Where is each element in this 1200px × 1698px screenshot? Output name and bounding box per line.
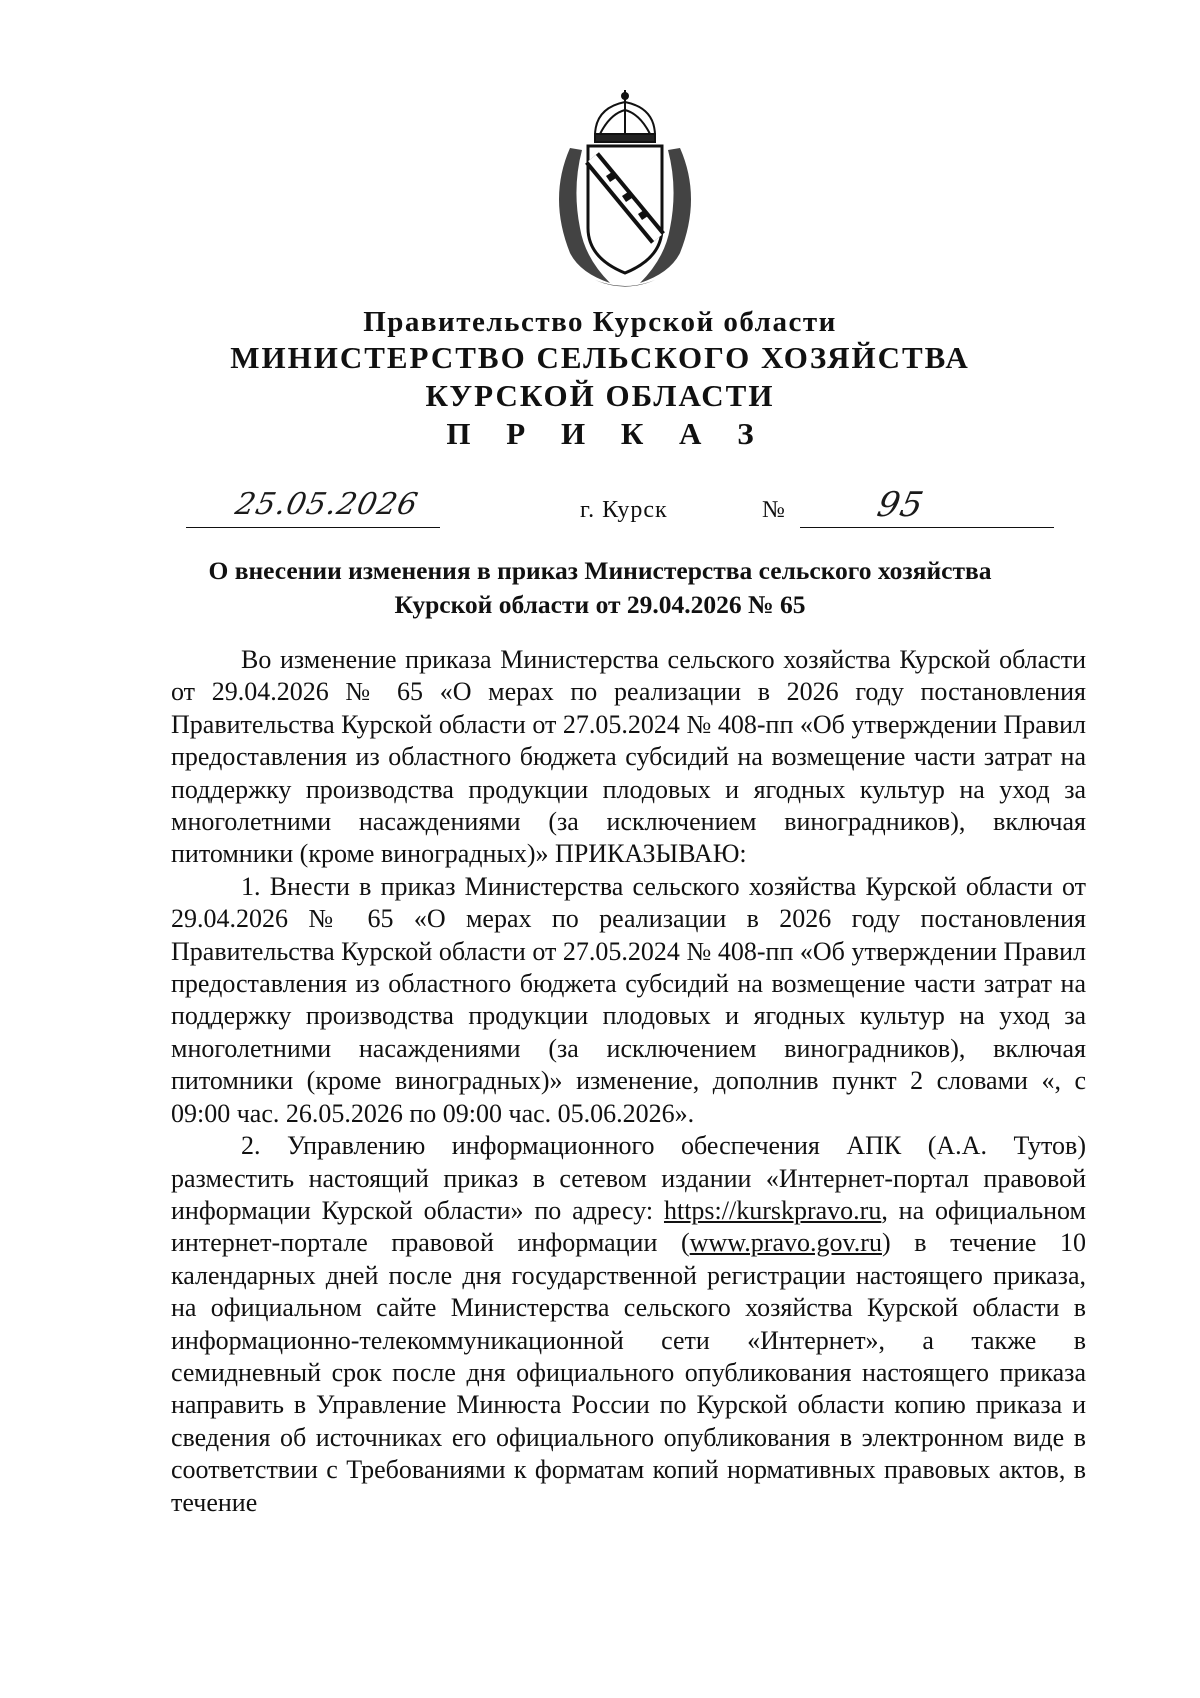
number-field	[800, 485, 1054, 528]
item-2-text-part3: ) в течение 10 календарных дней после дня государственной регистрации настоящего приказа, на официальном сайте Министерства сельского хозяйства Курской области в информационно-телекоммуникационной сети «Интернет», а также в семидневный срок после дня официального опубликования настоящего приказа направить в Управление Минюста России по Курской области копию приказа и сведения об источниках его официального опубликования в электронном виде в соответствии с Требованиями к форматам копий нормативных правовых актов, в течение	[171, 1228, 1086, 1517]
item-2-text-part2: , на официальном интернет-портале правовой информации (	[171, 1195, 1087, 1258]
ministry-name-line1: МИНИСТЕРСТВО СЕЛЬСКОГО ХОЗЯЙСТВА	[230, 340, 970, 375]
preamble-paragraph: Во изменение приказа Министерства сельского хозяйства Курской области от 29.04.2026 № 65 «О мерах по реализации в 2026 году постановления Правительства Курской области от 27.05.2024 № 408-пп «Об утверждении Правил предоставления из областного бюджета субсидий на возмещение части затрат на поддержку производства продукции плодовых и ягодных культур на уход за многолетними насаждениями (за исключением виноградников), включая питомники (кроме виноградных)» ПРИКАЗЫВАЮ:	[171, 645, 1086, 869]
item-2-paragraph	[171, 1130, 1086, 1519]
pravo-gov-link[interactable]: www.pravo.gov.ru	[689, 1228, 882, 1258]
title-line2: Курской области от 29.04.2026 № 65	[394, 590, 806, 619]
document-meta-row	[0, 485, 1200, 535]
city-label: г. Курск	[580, 497, 668, 523]
kursk-coat-of-arms-emblem	[540, 88, 710, 293]
title-line1: О внесении изменения в приказ Министерства сельского хозяйства	[208, 556, 992, 585]
ministry-name-line2: КУРСКОЙ ОБЛАСТИ	[425, 378, 775, 413]
number-sign: №	[762, 497, 785, 523]
government-name: Правительство Курской области	[363, 306, 837, 338]
kurskpravo-link[interactable]: https://kurskpravo.ru	[663, 1195, 882, 1225]
date-field	[186, 487, 440, 528]
item-1-paragraph: 1. Внести в приказ Министерства сельского хозяйства Курской области от 29.04.2026 № 65 «О мерах по реализации в 2026 году постановления Правительства Курской области от 27.05.2024 № 408-пп «Об утверждении Правил предоставления из областного бюджета субсидий на возмещение части затрат на поддержку производства продукции плодовых и ягодных культур на уход за многолетними насаждениями (за исключением виноградников), включая питомники (кроме виноградных)» изменение, дополнив пункт 2 словами «, с 09:00 час. 26.05.2026 по 09:00 час. 05.06.2026».	[171, 871, 1086, 1128]
handwritten-date: 25.05.2026	[232, 487, 422, 522]
item-2-text-part1: 2. Управлению информационного обеспечения АПК (А.А. Тутов) разместить настоящий приказ в сетевом издании «Интернет-портал правовой информации Курской области» по адресу:	[171, 1131, 1086, 1225]
document-title	[0, 554, 1200, 622]
handwritten-number: 95	[873, 485, 928, 525]
document-type: П Р И К А З	[446, 416, 768, 451]
document-body	[171, 644, 1086, 1519]
document-header	[0, 305, 1200, 453]
